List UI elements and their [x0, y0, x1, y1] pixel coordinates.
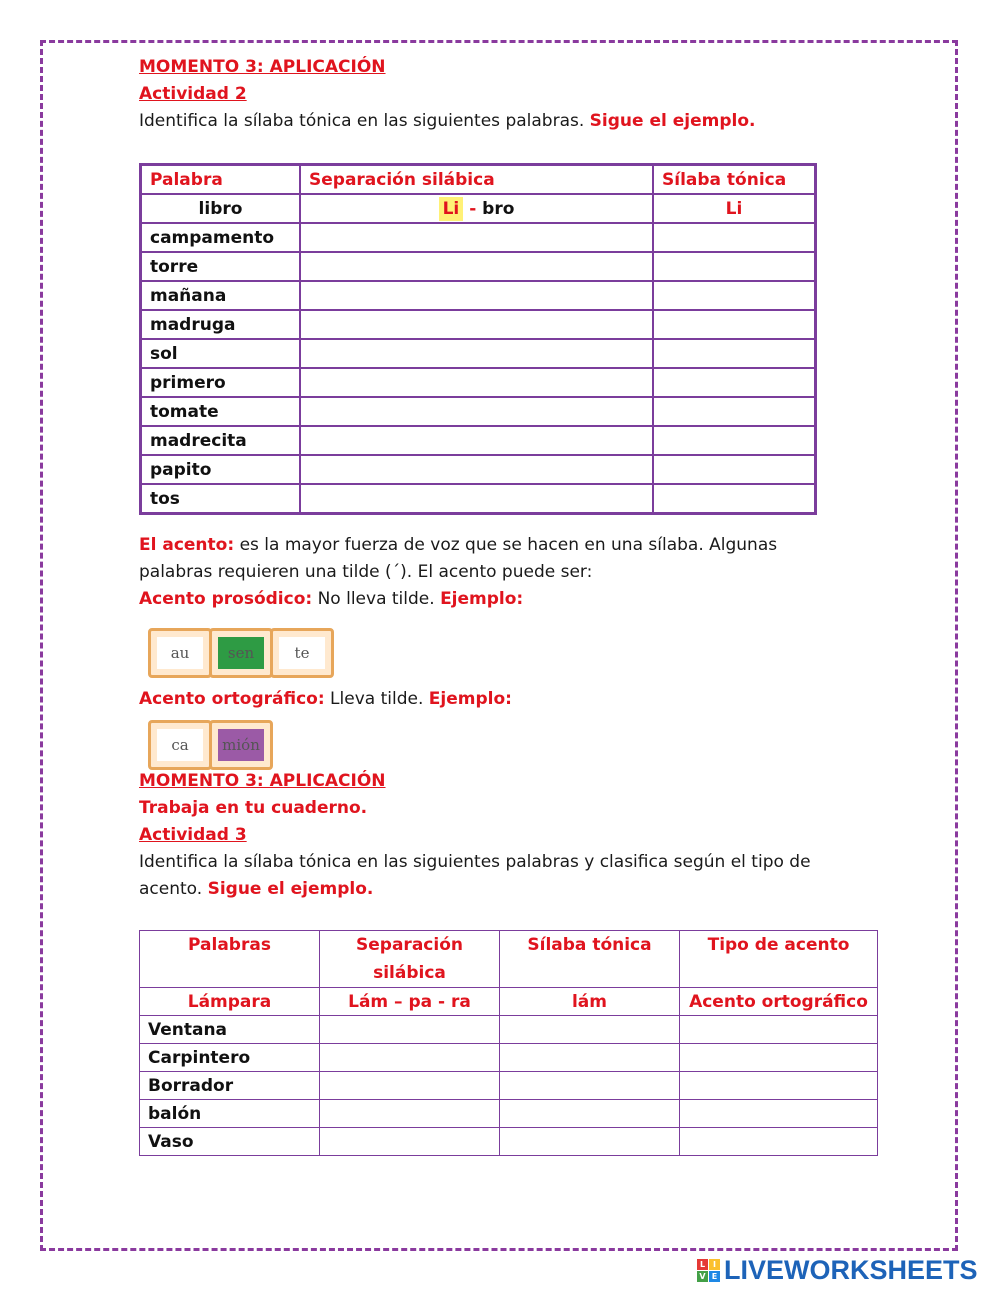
header-silaba-tonica: Sílaba tónica — [653, 165, 816, 195]
word-cell: balón — [140, 1100, 320, 1128]
header-separacion: Separación silábica — [320, 931, 500, 988]
activity-2-title: Actividad 2 — [139, 84, 247, 104]
table-row — [140, 1100, 878, 1128]
accent-type-input[interactable] — [680, 1128, 878, 1156]
accent-type-input[interactable] — [680, 1072, 878, 1100]
accent-label: El acento: — [139, 535, 235, 555]
word-cell: torre — [141, 252, 301, 281]
momento-heading-2: MOMENTO 3: APLICACIÓN — [139, 771, 386, 791]
syllable-tile: au — [148, 628, 212, 678]
separation-input[interactable] — [300, 281, 653, 310]
accent-explanation: El acento: es la mayor fuerza de voz que se hacen en una sílaba. Algunas palabras requieren una tilde (´). El acento puede ser: Acento prosódico: No lleva tilde. Ejemplo: — [139, 532, 879, 613]
tonic-input[interactable] — [653, 310, 816, 339]
header-silaba-tonica: Sílaba tónica — [500, 931, 680, 988]
tonic-input[interactable] — [653, 223, 816, 252]
separation-input[interactable] — [300, 252, 653, 281]
tonic-input[interactable] — [653, 252, 816, 281]
tonic-input[interactable] — [500, 1100, 680, 1128]
highlighted-syllable: Li — [439, 197, 464, 221]
table-row — [141, 310, 816, 339]
tonic-input[interactable] — [653, 339, 816, 368]
logo-icon: L I V E — [697, 1259, 720, 1282]
table-header-row — [141, 165, 816, 195]
prosodic-line: Acento prosódico: No lleva tilde. Ejemplo: — [139, 589, 524, 609]
tonic-input[interactable] — [500, 1016, 680, 1044]
logo-text: LIVEWORKSHEETS — [724, 1255, 978, 1285]
syllable-tile: te — [270, 628, 334, 678]
word-cell: campamento — [141, 223, 301, 252]
liveworksheets-logo — [697, 1255, 978, 1286]
separation-input[interactable] — [320, 1044, 500, 1072]
separation-input[interactable] — [320, 1128, 500, 1156]
table-row — [141, 252, 816, 281]
table-row — [141, 339, 816, 368]
accent-type-input[interactable] — [680, 1100, 878, 1128]
word-cell: Carpintero — [140, 1044, 320, 1072]
ortho-line: Acento ortográfico: Lleva tilde. Ejemplo: — [139, 689, 512, 709]
header-palabra: Palabra — [141, 165, 301, 195]
tonic-input[interactable] — [653, 368, 816, 397]
syllable-tile-tonic: sen — [209, 628, 273, 678]
prosodic-example — [148, 628, 331, 678]
table-row — [141, 368, 816, 397]
word-cell: tomate — [141, 397, 301, 426]
table-row — [141, 484, 816, 514]
table-row — [141, 426, 816, 455]
separation-input[interactable] — [300, 455, 653, 484]
word-cell: madruga — [141, 310, 301, 339]
accent-type-input[interactable] — [680, 1016, 878, 1044]
tonic-input[interactable] — [500, 1128, 680, 1156]
table-header-row — [140, 931, 878, 988]
separation-input[interactable] — [300, 223, 653, 252]
example-row — [141, 194, 816, 223]
separation-input[interactable] — [300, 339, 653, 368]
word-cell: tos — [141, 484, 301, 514]
tonic-input[interactable] — [653, 455, 816, 484]
separation-input[interactable] — [300, 368, 653, 397]
example-word: libro — [141, 194, 301, 223]
tonic-input[interactable] — [653, 484, 816, 514]
table-row — [140, 1072, 878, 1100]
accent-type-input[interactable] — [680, 1044, 878, 1072]
tonic-input[interactable] — [500, 1072, 680, 1100]
separation-input[interactable] — [300, 310, 653, 339]
syllable-tile-tonic: mión — [209, 720, 273, 770]
separation-input[interactable] — [300, 397, 653, 426]
notebook-note: Trabaja en tu cuaderno. — [139, 798, 368, 818]
separation-input[interactable] — [320, 1072, 500, 1100]
word-cell: Ventana — [140, 1016, 320, 1044]
tonic-input[interactable] — [653, 281, 816, 310]
table-row — [141, 397, 816, 426]
word-cell: sol — [141, 339, 301, 368]
word-cell: primero — [141, 368, 301, 397]
example-tonic: Li — [653, 194, 816, 223]
separation-input[interactable] — [320, 1016, 500, 1044]
tonic-input[interactable] — [500, 1044, 680, 1072]
tonic-input[interactable] — [653, 397, 816, 426]
accent-type-table — [139, 930, 878, 1156]
word-cell: papito — [141, 455, 301, 484]
tonic-input[interactable] — [653, 426, 816, 455]
header-separacion: Separación silábica — [300, 165, 653, 195]
word-cell: mañana — [141, 281, 301, 310]
syllable-table — [139, 163, 817, 515]
word-cell: madrecita — [141, 426, 301, 455]
example-separation: Li - bro — [300, 194, 653, 223]
table-row — [140, 1044, 878, 1072]
table-row — [140, 1128, 878, 1156]
activity-3-title: Actividad 3 — [139, 825, 247, 845]
section-2: MOMENTO 3: APLICACIÓN Trabaja en tu cuaderno. Actividad 3 Identifica la sílaba tónica en las siguientes palabras y clasifica según el tipo de acento. Sigue el ejemplo. — [139, 768, 879, 903]
activity-2-instruction: Identifica la sílaba tónica en las siguientes palabras. Sigue el ejemplo. — [139, 111, 756, 131]
table-row — [141, 281, 816, 310]
momento-heading: MOMENTO 3: APLICACIÓN — [139, 57, 386, 77]
separation-input[interactable] — [320, 1100, 500, 1128]
table-row — [141, 455, 816, 484]
word-cell: Vaso — [140, 1128, 320, 1156]
separation-input[interactable] — [300, 426, 653, 455]
header-palabras: Palabras — [140, 931, 320, 988]
table-row — [141, 223, 816, 252]
section-1 — [139, 54, 879, 135]
table-row — [140, 1016, 878, 1044]
syllable-tile: ca — [148, 720, 212, 770]
example-row: Lámpara Lám – pa - ra lám Acento ortográfico — [140, 988, 878, 1016]
word-cell: Borrador — [140, 1072, 320, 1100]
header-tipo-acento: Tipo de acento — [680, 931, 878, 988]
separation-input[interactable] — [300, 484, 653, 514]
ortho-example — [148, 720, 270, 770]
